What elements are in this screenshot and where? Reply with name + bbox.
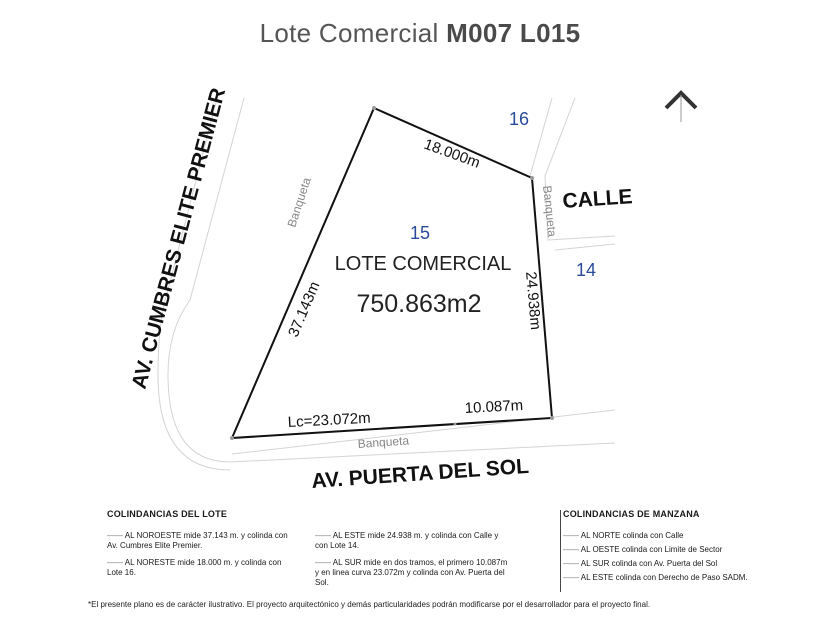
street-south-label: AV. PUERTA DEL SOL xyxy=(310,454,530,493)
block-boundaries-section xyxy=(563,509,803,587)
block-boundary-text: AL OESTE colinda con Limite de Sector xyxy=(580,545,723,554)
corner-mark xyxy=(230,436,234,440)
lot-boundaries-col-2 xyxy=(315,531,510,595)
corner-mark xyxy=(530,176,534,180)
list-item: —— AL NOROESTE mide 37.143 m. y colinda con Av. Cumbres Elite Premier. xyxy=(107,531,288,550)
list-item: —— AL ESTE colinda con Derecho de Paso SADM. xyxy=(563,573,748,582)
street-west-label: AV. CUMBRES ELITE PREMIER xyxy=(127,85,231,392)
east-street-line-1 xyxy=(530,98,552,176)
list-item: —— AL OESTE colinda con Limite de Sector xyxy=(563,545,723,554)
lot-number: 15 xyxy=(409,223,431,243)
lot-boundaries-col-1 xyxy=(107,531,297,585)
lot-name: LOTE COMERCIAL xyxy=(334,253,512,275)
dim-south-curve: Lc=23.072m xyxy=(287,409,372,431)
walkway-label-west: Banqueta xyxy=(284,175,314,229)
block-boundaries-heading: COLINDANCIAS DE MANZANA xyxy=(563,509,700,519)
north-arrow-icon xyxy=(666,93,696,122)
list-item: —— AL SUR mide en dos tramos, el primero 10.087m y en linea curva 23.072m y colinda con Av. Puerta del Sol. xyxy=(315,558,508,587)
block-boundary-text: AL SUR colinda con Av. Puerta del Sol xyxy=(580,559,718,568)
title-code: M007 L015 xyxy=(446,18,581,48)
corner-mark xyxy=(550,416,554,420)
neighbor-lot-north: 16 xyxy=(508,109,530,129)
footnote: *El presente plano es de carácter ilustrativo. El proyecto arquitectónico y demás particularidades podrán modificarse por el desarrollador para el proyecto final. xyxy=(88,600,651,609)
lot-boundary-text: AL SUR mide en dos tramos, el primero 10.087m y en linea curva 23.072m y colinda con Av. Puerta del Sol. xyxy=(315,558,508,587)
block-boundary-text: AL ESTE colinda con Derecho de Paso SADM. xyxy=(580,573,748,582)
east-street-line-3 xyxy=(555,244,615,250)
section-divider xyxy=(560,510,561,592)
title-main: Lote Comercial xyxy=(259,18,439,48)
west-sidewalk-outer xyxy=(168,98,615,462)
list-item: —— AL NORESTE mide 18.000 m. y colinda con Lote 16. xyxy=(107,558,282,577)
lot-boundary-text: AL NORESTE mide 18.000 m. y colinda con Lote 16. xyxy=(107,558,282,577)
street-east-label: CALLE xyxy=(561,185,634,213)
list-item: —— AL ESTE mide 24.938 m. y colinda con Calle y con Lote 14. xyxy=(315,531,499,550)
neighbor-lot-east: 14 xyxy=(575,260,597,280)
walkway-label-east: Banqueta xyxy=(540,184,560,238)
list-item: —— AL NORTE colinda con Calle xyxy=(563,531,684,540)
dim-east: 24.938m xyxy=(522,270,545,331)
dim-northeast: 18.000m xyxy=(421,135,483,172)
lot-boundaries-section xyxy=(107,509,527,531)
walkway-label-south: Banqueta xyxy=(357,433,410,451)
corner-mark xyxy=(372,106,376,110)
list-item: —— AL SUR colinda con Av. Puerta del Sol xyxy=(563,559,718,568)
dim-south-straight: 10.087m xyxy=(464,396,524,417)
lot-area: 750.863m2 xyxy=(356,290,482,318)
lot-boundaries-heading: COLINDANCIAS DEL LOTE xyxy=(107,509,228,519)
lot-boundary-text: AL ESTE mide 24.938 m. y colinda con Calle y con Lote 14. xyxy=(315,531,499,550)
corner-mark xyxy=(454,423,457,426)
dim-northwest: 37.143m xyxy=(285,279,324,340)
block-boundary-text: AL NORTE colinda con Calle xyxy=(580,531,684,540)
lot-boundary-text: AL NOROESTE mide 37.143 m. y colinda con Av. Cumbres Elite Premier. xyxy=(107,531,288,550)
